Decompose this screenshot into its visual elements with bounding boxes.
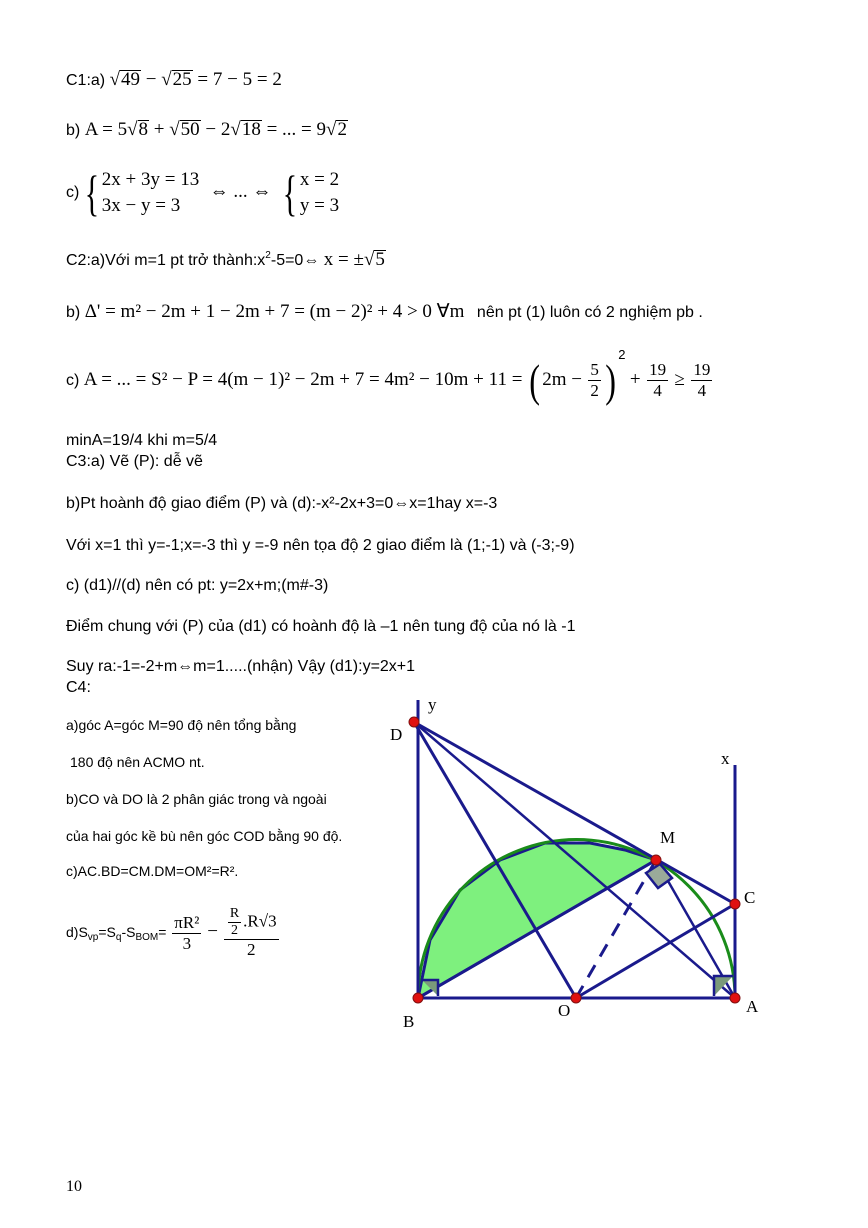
geometry-figure [380, 690, 780, 1040]
c2-c-frac2 [647, 360, 668, 401]
c1-c-sol1: x = 2 [299, 168, 340, 190]
c4-c1: c)AC.BD=CM.DM=OM²=R². [66, 863, 239, 879]
c1-b-r4: 2 [337, 119, 347, 140]
c2-c-frac2-num: 19 [649, 360, 667, 380]
label-x: x [721, 749, 730, 768]
right-paren-icon: ) [605, 354, 616, 406]
point-m [651, 855, 661, 865]
c1-c-sol2: y = 3 [299, 194, 340, 216]
c4-d-inner-num: R [229, 906, 240, 922]
left-brace-icon: { [282, 164, 298, 221]
c4-d-frac1 [172, 913, 201, 954]
label-d: D [390, 725, 403, 744]
c4-d-inner-frac [228, 906, 241, 939]
label-a: A [746, 997, 759, 1016]
c2-min: minA=19/4 khi m=5/4 [66, 432, 218, 449]
c4-d-sub3: BOM [135, 932, 159, 943]
c1-a [66, 70, 282, 91]
c2-c-ge: ≥ [674, 369, 685, 390]
c1-b-r1: 8 [138, 119, 149, 140]
c2-c-frac2-den: 4 [653, 381, 662, 401]
shaded-segment [418, 843, 656, 998]
c4-d-frac2 [224, 906, 279, 960]
c2-c-frac3-num: 19 [693, 360, 711, 380]
c1-c-mid: ⇔ ... ⇔ [209, 181, 272, 202]
segment-oc [576, 904, 735, 998]
c4-b2: của hai góc kề bù nên góc COD bằng 90 độ. [66, 828, 343, 844]
c2-c-plus: + [629, 369, 641, 390]
c2-c-frac1-den: 2 [590, 381, 599, 401]
c1-c-system1 [84, 164, 200, 221]
c2-b-label: b) [66, 304, 81, 321]
label-y: y [428, 695, 437, 714]
c4-title: C4: [66, 679, 91, 696]
c4-d-frac2-den: 2 [246, 940, 256, 960]
c1-a-label: C1:a) [66, 72, 106, 89]
point-c [730, 899, 740, 909]
c2-c-frac1 [588, 360, 601, 401]
point-d [409, 717, 419, 727]
c4-d-eq2: -S [121, 924, 136, 940]
c4-d-frac2-num-tail: .R√3 [243, 911, 277, 931]
c2-a-text: C2:a)Với m=1 pt trở thành:x [66, 252, 266, 269]
c4-d-minus: − [207, 921, 218, 942]
c2-a: C2:a)Với m=1 pt trở $thành:x^2-5=0\Leftrightarrow$ x = ±√5 [66, 249, 385, 270]
c1-c [66, 164, 339, 221]
label-b: B [403, 1012, 415, 1031]
c1-b-r3: 18 [241, 119, 261, 140]
point-a [730, 993, 740, 1003]
c1-b-plus: + [149, 119, 170, 140]
c2-a-math: x = ±√5 [323, 249, 385, 270]
c1-b-eq: = ... = 9 [261, 119, 327, 140]
c4-d-sub1: vp [87, 932, 99, 943]
c4-d [66, 900, 281, 964]
c1-a-result: = 7 − 5 = 2 [192, 69, 282, 90]
c3-b: b)Pt hoành độ giao điểm (P) và (d):-x²-2x+3=0⇔x=1hay x=-3 [66, 495, 498, 512]
c1-b [66, 120, 348, 141]
c1-a-rad1: 49 [121, 69, 141, 90]
left-paren-icon: ( [529, 354, 540, 406]
c2-c-frac1-num: 5 [590, 360, 599, 380]
c1-a-rad2: 25 [172, 69, 192, 90]
c1-a-math: √49 − √25 = 7 − 5 = 2 [109, 69, 282, 90]
c1-c-label: c) [66, 184, 80, 201]
c3-c: c) (d1)//(d) nên có pt: y=2x+m;(m#-3) [66, 577, 329, 594]
page-number: 10 [66, 1178, 82, 1195]
c1-c-eq2: 3x − y = 3 [101, 194, 181, 216]
c2-b-text: nên pt (1) luôn có 2 nghiệm pb . [476, 304, 703, 321]
c2-c [66, 347, 714, 411]
label-o: O [558, 1001, 571, 1020]
c2-a-rad: 5 [375, 249, 385, 270]
c1-b-start: A = 5 [84, 119, 128, 140]
c1-c-system2 [282, 164, 340, 221]
c2-b-math: Δ' = m² − 2m + 1 − 2m + 7 = (m − 2)² + 4 > 0 ∀m [84, 301, 465, 322]
c3-c2: Điểm chung với (P) của (d1) có hoành độ là –1 nên tung độ của nó là -1 [66, 618, 576, 635]
left-brace-icon: { [84, 164, 99, 221]
c1-b-label: b) [66, 122, 81, 139]
point-b [413, 993, 423, 1003]
label-c: C [744, 888, 756, 907]
point-o [571, 993, 581, 1003]
c4-d-frac1-num: πR² [174, 912, 200, 932]
c4-d-eq3: = [158, 924, 167, 940]
c2-c-frac3-den: 4 [697, 381, 707, 401]
c3-b2: Với x=1 thì y=-1;x=-3 thì y =-9 nên tọa độ 2 giao điểm là (1;-1) và (-3;-9) [66, 537, 575, 554]
c4-a2: 180 độ nên ACMO nt. [70, 754, 205, 770]
c2-c-math: A = ... = S² − P = 4(m − 1)² − 2m + 7 = 4m² − 10m + 11 = [83, 369, 523, 390]
c3-a: C3:a) Vẽ (P): dễ vẽ [66, 453, 203, 470]
c4-d-frac2-num [224, 906, 279, 940]
c4-d-label: d)S [66, 924, 88, 940]
c3-c3: Suy ra:-1=-2+m⇔m=1.....(nhận) Vậy (d1):y=2x+1 [66, 658, 416, 675]
c4-a1: a)góc A=góc M=90 độ nên tổng bằng [66, 717, 297, 733]
c2-c-frac3 [691, 360, 712, 401]
c1-b-minus: − 2 [200, 119, 231, 140]
c2-a-math-x: x = ± [323, 249, 364, 270]
c4-b1: b)CO và DO là 2 phân giác trong và ngoài [66, 791, 327, 807]
c4-d-sub2: q [115, 932, 122, 943]
c1-c-eq1: 2x + 3y = 13 [101, 168, 200, 190]
c2-c-square: 2 [618, 347, 626, 362]
c1-b-r2: 50 [180, 119, 200, 140]
c4-d-inner-den: 2 [231, 923, 238, 939]
c4-d-frac1-den: 3 [182, 933, 192, 953]
label-m: M [660, 828, 676, 847]
c2-c-inner: 2m − [542, 369, 582, 390]
c2-a-text2: -5=0⇔ [270, 252, 320, 269]
c1-b-math: A = 5√8 + √50 − 2√18 = ... = 9√2 [84, 119, 347, 140]
c4-d-eq1: =S [98, 924, 116, 940]
c2-b [66, 302, 703, 323]
c2-c-label: c) [66, 372, 80, 389]
c1-a-minus: − [141, 69, 162, 90]
